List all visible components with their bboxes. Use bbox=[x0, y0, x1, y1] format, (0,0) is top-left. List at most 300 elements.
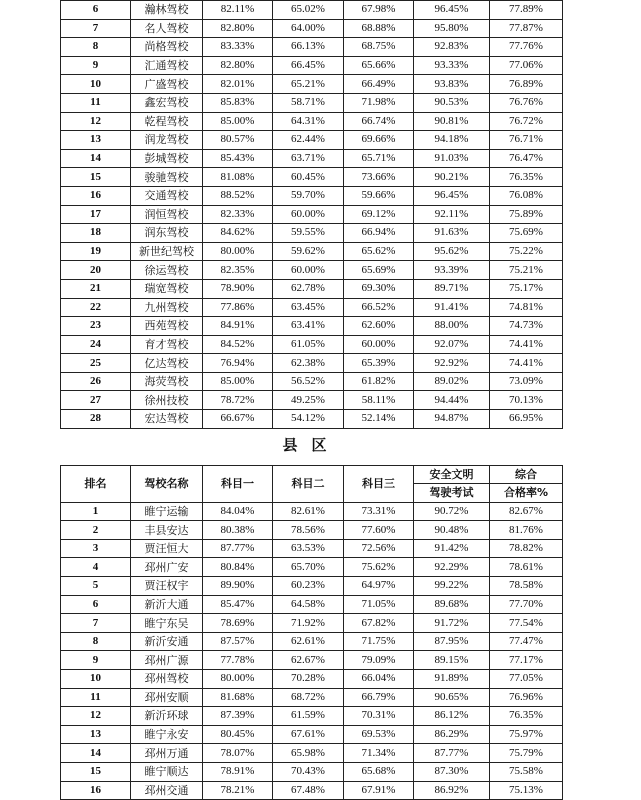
subject-3-cell: 66.49% bbox=[344, 75, 414, 94]
table-row bbox=[61, 707, 563, 726]
rank-cell: 6 bbox=[61, 1, 131, 20]
subject-3-cell: 68.75% bbox=[344, 38, 414, 57]
subject-1-cell: 84.91% bbox=[203, 317, 273, 336]
subject-2-cell: 66.45% bbox=[273, 56, 344, 75]
rank-cell: 24 bbox=[61, 335, 131, 354]
table-row bbox=[61, 539, 563, 558]
subject-1-cell: 84.62% bbox=[203, 224, 273, 243]
subject-1-cell: 80.45% bbox=[203, 725, 273, 744]
subject-3-cell: 66.79% bbox=[344, 688, 414, 707]
safety-exam-cell: 91.72% bbox=[414, 614, 490, 633]
rank-cell: 4 bbox=[61, 558, 131, 577]
table-row bbox=[61, 224, 563, 243]
table-row bbox=[61, 38, 563, 57]
school-name-cell: 乾程驾校 bbox=[131, 112, 203, 131]
total-rate-cell: 70.13% bbox=[490, 391, 563, 410]
subject-1-cell: 78.91% bbox=[203, 762, 273, 781]
subject-1-cell: 82.33% bbox=[203, 205, 273, 224]
subject-2-cell: 61.59% bbox=[273, 707, 344, 726]
header-safety bbox=[414, 465, 490, 502]
school-name-cell: 润龙驾校 bbox=[131, 131, 203, 150]
subject-1-cell: 82.11% bbox=[203, 1, 273, 20]
subject-1-cell: 85.00% bbox=[203, 112, 273, 131]
safety-exam-cell: 93.83% bbox=[414, 75, 490, 94]
subject-1-cell: 80.84% bbox=[203, 558, 273, 577]
rank-cell: 14 bbox=[61, 149, 131, 168]
subject-3-cell: 72.56% bbox=[344, 539, 414, 558]
safety-exam-cell: 94.87% bbox=[414, 410, 490, 429]
school-name-cell: 邳州广源 bbox=[131, 651, 203, 670]
subject-1-cell: 83.33% bbox=[203, 38, 273, 57]
total-rate-cell: 77.05% bbox=[490, 670, 563, 689]
subject-3-cell: 69.66% bbox=[344, 131, 414, 150]
school-name-cell: 新世纪驾校 bbox=[131, 242, 203, 261]
header-row bbox=[61, 465, 563, 502]
rank-cell: 16 bbox=[61, 781, 131, 800]
subject-1-cell: 82.35% bbox=[203, 261, 273, 280]
total-rate-cell: 76.72% bbox=[490, 112, 563, 131]
subject-1-cell: 78.69% bbox=[203, 614, 273, 633]
rank-cell: 11 bbox=[61, 93, 131, 112]
city-rows bbox=[61, 1, 563, 429]
subject-3-cell: 75.62% bbox=[344, 558, 414, 577]
subject-1-cell: 89.90% bbox=[203, 577, 273, 596]
subject-2-cell: 63.53% bbox=[273, 539, 344, 558]
subject-1-cell: 80.57% bbox=[203, 131, 273, 150]
rank-cell: 21 bbox=[61, 279, 131, 298]
total-rate-cell: 76.96% bbox=[490, 688, 563, 707]
subject-2-cell: 59.55% bbox=[273, 224, 344, 243]
subject-3-cell: 79.09% bbox=[344, 651, 414, 670]
safety-exam-cell: 91.63% bbox=[414, 224, 490, 243]
section-title: 县区 bbox=[61, 428, 563, 465]
subject-1-cell: 85.83% bbox=[203, 93, 273, 112]
school-name-cell: 睢宁顺达 bbox=[131, 762, 203, 781]
total-rate-cell: 77.89% bbox=[490, 1, 563, 20]
table-row bbox=[61, 205, 563, 224]
rank-cell: 9 bbox=[61, 56, 131, 75]
table-row bbox=[61, 149, 563, 168]
subject-3-cell: 70.31% bbox=[344, 707, 414, 726]
header-subject-2: 科目二 bbox=[273, 465, 344, 502]
table-row bbox=[61, 521, 563, 540]
subject-3-cell: 52.14% bbox=[344, 410, 414, 429]
total-rate-cell: 75.13% bbox=[490, 781, 563, 800]
school-name-cell: 西苑驾校 bbox=[131, 317, 203, 336]
total-rate-cell: 76.71% bbox=[490, 131, 563, 150]
total-rate-cell: 77.87% bbox=[490, 19, 563, 38]
rank-cell: 12 bbox=[61, 707, 131, 726]
subject-3-cell: 65.66% bbox=[344, 56, 414, 75]
school-name-cell: 尚格驾校 bbox=[131, 38, 203, 57]
total-rate-cell: 77.54% bbox=[490, 614, 563, 633]
subject-3-cell: 66.94% bbox=[344, 224, 414, 243]
safety-exam-cell: 87.95% bbox=[414, 632, 490, 651]
header-total bbox=[490, 465, 563, 502]
subject-2-cell: 67.48% bbox=[273, 781, 344, 800]
school-name-cell: 汇通驾校 bbox=[131, 56, 203, 75]
safety-exam-cell: 91.41% bbox=[414, 298, 490, 317]
subject-3-cell: 66.74% bbox=[344, 112, 414, 131]
total-rate-cell: 76.35% bbox=[490, 168, 563, 187]
rank-cell: 17 bbox=[61, 205, 131, 224]
rank-cell: 2 bbox=[61, 521, 131, 540]
subject-2-cell: 64.31% bbox=[273, 112, 344, 131]
rank-cell: 18 bbox=[61, 224, 131, 243]
subject-2-cell: 60.00% bbox=[273, 261, 344, 280]
subject-3-cell: 65.68% bbox=[344, 762, 414, 781]
safety-exam-cell: 96.45% bbox=[414, 1, 490, 20]
safety-exam-cell: 93.33% bbox=[414, 56, 490, 75]
rank-cell: 8 bbox=[61, 632, 131, 651]
subject-3-cell: 58.11% bbox=[344, 391, 414, 410]
safety-exam-cell: 92.92% bbox=[414, 354, 490, 373]
rank-cell: 7 bbox=[61, 614, 131, 633]
subject-1-cell: 76.94% bbox=[203, 354, 273, 373]
total-rate-cell: 73.09% bbox=[490, 372, 563, 391]
subject-1-cell: 87.57% bbox=[203, 632, 273, 651]
rank-cell: 6 bbox=[61, 595, 131, 614]
subject-1-cell: 82.01% bbox=[203, 75, 273, 94]
safety-exam-cell: 99.22% bbox=[414, 577, 490, 596]
rank-cell: 10 bbox=[61, 75, 131, 94]
subject-3-cell: 69.12% bbox=[344, 205, 414, 224]
subject-3-cell: 66.52% bbox=[344, 298, 414, 317]
subject-3-cell: 67.82% bbox=[344, 614, 414, 633]
table-row bbox=[61, 762, 563, 781]
subject-3-cell: 67.98% bbox=[344, 1, 414, 20]
table-row bbox=[61, 651, 563, 670]
school-name-cell: 瀚林驾校 bbox=[131, 1, 203, 20]
rank-cell: 13 bbox=[61, 131, 131, 150]
subject-3-cell: 69.30% bbox=[344, 279, 414, 298]
total-rate-cell: 75.58% bbox=[490, 762, 563, 781]
school-name-cell: 九州驾校 bbox=[131, 298, 203, 317]
school-name-cell: 邳州万通 bbox=[131, 744, 203, 763]
subject-2-cell: 62.67% bbox=[273, 651, 344, 670]
table-row bbox=[61, 93, 563, 112]
school-name-cell: 新沂环球 bbox=[131, 707, 203, 726]
subject-3-cell: 59.66% bbox=[344, 186, 414, 205]
table-row bbox=[61, 317, 563, 336]
safety-exam-cell: 92.07% bbox=[414, 335, 490, 354]
total-rate-cell: 77.17% bbox=[490, 651, 563, 670]
safety-exam-cell: 94.44% bbox=[414, 391, 490, 410]
safety-exam-cell: 90.81% bbox=[414, 112, 490, 131]
rank-cell: 15 bbox=[61, 762, 131, 781]
subject-1-cell: 85.00% bbox=[203, 372, 273, 391]
safety-exam-cell: 87.30% bbox=[414, 762, 490, 781]
rank-cell: 8 bbox=[61, 38, 131, 57]
safety-exam-cell: 91.42% bbox=[414, 539, 490, 558]
subject-2-cell: 64.00% bbox=[273, 19, 344, 38]
total-rate-cell: 74.81% bbox=[490, 298, 563, 317]
school-name-cell: 邳州广安 bbox=[131, 558, 203, 577]
subject-2-cell: 58.71% bbox=[273, 93, 344, 112]
subject-2-cell: 63.41% bbox=[273, 317, 344, 336]
total-rate-cell: 75.17% bbox=[490, 279, 563, 298]
total-rate-cell: 76.89% bbox=[490, 75, 563, 94]
school-name-cell: 邳州安顺 bbox=[131, 688, 203, 707]
safety-exam-cell: 88.00% bbox=[414, 317, 490, 336]
header-subject-3: 科目三 bbox=[344, 465, 414, 502]
subject-2-cell: 71.92% bbox=[273, 614, 344, 633]
subject-3-cell: 60.00% bbox=[344, 335, 414, 354]
subject-3-cell: 64.97% bbox=[344, 577, 414, 596]
school-name-cell: 骏驰驾校 bbox=[131, 168, 203, 187]
header-name: 驾校名称 bbox=[131, 465, 203, 502]
subject-1-cell: 80.38% bbox=[203, 521, 273, 540]
safety-exam-cell: 95.80% bbox=[414, 19, 490, 38]
safety-exam-cell: 92.29% bbox=[414, 558, 490, 577]
safety-exam-cell: 95.62% bbox=[414, 242, 490, 261]
header-rank: 排名 bbox=[61, 465, 131, 502]
rank-cell: 20 bbox=[61, 261, 131, 280]
rank-cell: 14 bbox=[61, 744, 131, 763]
safety-exam-cell: 94.18% bbox=[414, 131, 490, 150]
table-row bbox=[61, 410, 563, 429]
school-name-cell: 广盛驾校 bbox=[131, 75, 203, 94]
subject-1-cell: 80.00% bbox=[203, 242, 273, 261]
school-name-cell: 鑫宏驾校 bbox=[131, 93, 203, 112]
rank-cell: 5 bbox=[61, 577, 131, 596]
subject-3-cell: 71.34% bbox=[344, 744, 414, 763]
subject-1-cell: 81.68% bbox=[203, 688, 273, 707]
rank-cell: 3 bbox=[61, 539, 131, 558]
rank-cell: 16 bbox=[61, 186, 131, 205]
total-rate-cell: 66.95% bbox=[490, 410, 563, 429]
total-rate-cell: 76.35% bbox=[490, 707, 563, 726]
safety-exam-cell: 89.02% bbox=[414, 372, 490, 391]
table-row bbox=[61, 112, 563, 131]
subject-3-cell: 71.75% bbox=[344, 632, 414, 651]
table-row bbox=[61, 781, 563, 800]
rank-cell: 15 bbox=[61, 168, 131, 187]
table-row bbox=[61, 19, 563, 38]
school-name-cell: 新沂安通 bbox=[131, 632, 203, 651]
safety-exam-cell: 89.71% bbox=[414, 279, 490, 298]
subject-1-cell: 88.52% bbox=[203, 186, 273, 205]
subject-3-cell: 71.98% bbox=[344, 93, 414, 112]
school-name-cell: 邳州交通 bbox=[131, 781, 203, 800]
total-rate-cell: 78.58% bbox=[490, 577, 563, 596]
subject-3-cell: 67.91% bbox=[344, 781, 414, 800]
total-rate-cell: 75.21% bbox=[490, 261, 563, 280]
total-rate-cell: 74.41% bbox=[490, 354, 563, 373]
table-row bbox=[61, 1, 563, 20]
subject-2-cell: 67.61% bbox=[273, 725, 344, 744]
subject-2-cell: 59.70% bbox=[273, 186, 344, 205]
school-name-cell: 睢宁永安 bbox=[131, 725, 203, 744]
school-name-cell: 润东驾校 bbox=[131, 224, 203, 243]
rank-cell: 23 bbox=[61, 317, 131, 336]
subject-2-cell: 56.52% bbox=[273, 372, 344, 391]
subject-1-cell: 87.39% bbox=[203, 707, 273, 726]
subject-3-cell: 71.05% bbox=[344, 595, 414, 614]
total-rate-cell: 76.47% bbox=[490, 149, 563, 168]
subject-2-cell: 63.45% bbox=[273, 298, 344, 317]
school-name-cell: 徐运驾校 bbox=[131, 261, 203, 280]
header-subject-1: 科目一 bbox=[203, 465, 273, 502]
subject-1-cell: 84.52% bbox=[203, 335, 273, 354]
subject-3-cell: 65.62% bbox=[344, 242, 414, 261]
rank-cell: 26 bbox=[61, 372, 131, 391]
total-rate-cell: 78.61% bbox=[490, 558, 563, 577]
safety-exam-cell: 86.29% bbox=[414, 725, 490, 744]
subject-2-cell: 66.13% bbox=[273, 38, 344, 57]
table-row bbox=[61, 688, 563, 707]
subject-2-cell: 62.61% bbox=[273, 632, 344, 651]
safety-exam-cell: 93.39% bbox=[414, 261, 490, 280]
school-name-cell: 新沂大通 bbox=[131, 595, 203, 614]
subject-2-cell: 65.98% bbox=[273, 744, 344, 763]
subject-1-cell: 78.07% bbox=[203, 744, 273, 763]
rank-cell: 10 bbox=[61, 670, 131, 689]
rank-cell: 27 bbox=[61, 391, 131, 410]
header-safety-bottom: 驾驶考试 bbox=[429, 486, 474, 500]
school-name-cell: 亿达驾校 bbox=[131, 354, 203, 373]
subject-2-cell: 61.05% bbox=[273, 335, 344, 354]
subject-2-cell: 62.78% bbox=[273, 279, 344, 298]
rank-cell: 11 bbox=[61, 688, 131, 707]
total-rate-cell: 78.82% bbox=[490, 539, 563, 558]
table-row bbox=[61, 261, 563, 280]
total-rate-cell: 75.79% bbox=[490, 744, 563, 763]
total-rate-cell: 75.89% bbox=[490, 205, 563, 224]
subject-2-cell: 82.61% bbox=[273, 502, 344, 521]
subject-2-cell: 65.70% bbox=[273, 558, 344, 577]
safety-exam-cell: 90.65% bbox=[414, 688, 490, 707]
safety-exam-cell: 89.68% bbox=[414, 595, 490, 614]
subject-3-cell: 68.88% bbox=[344, 19, 414, 38]
total-rate-cell: 76.08% bbox=[490, 186, 563, 205]
safety-exam-cell: 87.77% bbox=[414, 744, 490, 763]
school-name-cell: 瑞宽驾校 bbox=[131, 279, 203, 298]
subject-2-cell: 59.62% bbox=[273, 242, 344, 261]
subject-1-cell: 77.86% bbox=[203, 298, 273, 317]
total-rate-cell: 75.22% bbox=[490, 242, 563, 261]
school-name-cell: 贾汪恒大 bbox=[131, 539, 203, 558]
total-rate-cell: 76.76% bbox=[490, 93, 563, 112]
subject-3-cell: 65.71% bbox=[344, 149, 414, 168]
subject-1-cell: 85.47% bbox=[203, 595, 273, 614]
safety-exam-cell: 86.12% bbox=[414, 707, 490, 726]
school-name-cell: 交通驾校 bbox=[131, 186, 203, 205]
subject-2-cell: 62.44% bbox=[273, 131, 344, 150]
school-name-cell: 贾汪权宇 bbox=[131, 577, 203, 596]
table-row bbox=[61, 595, 563, 614]
county-rows bbox=[61, 502, 563, 800]
county-section bbox=[61, 428, 563, 502]
total-rate-cell: 82.67% bbox=[490, 502, 563, 521]
subject-3-cell: 77.60% bbox=[344, 521, 414, 540]
rank-cell: 19 bbox=[61, 242, 131, 261]
subject-1-cell: 81.08% bbox=[203, 168, 273, 187]
total-rate-cell: 75.69% bbox=[490, 224, 563, 243]
subject-2-cell: 63.71% bbox=[273, 149, 344, 168]
subject-2-cell: 65.21% bbox=[273, 75, 344, 94]
table-row bbox=[61, 725, 563, 744]
table-row bbox=[61, 502, 563, 521]
rank-cell: 9 bbox=[61, 651, 131, 670]
subject-1-cell: 77.78% bbox=[203, 651, 273, 670]
safety-exam-cell: 96.45% bbox=[414, 186, 490, 205]
school-name-cell: 徐州技校 bbox=[131, 391, 203, 410]
rank-cell: 28 bbox=[61, 410, 131, 429]
subject-2-cell: 78.56% bbox=[273, 521, 344, 540]
rank-cell: 25 bbox=[61, 354, 131, 373]
subject-1-cell: 82.80% bbox=[203, 56, 273, 75]
rank-cell: 7 bbox=[61, 19, 131, 38]
subject-3-cell: 66.04% bbox=[344, 670, 414, 689]
rank-cell: 12 bbox=[61, 112, 131, 131]
safety-exam-cell: 86.92% bbox=[414, 781, 490, 800]
total-rate-cell: 77.76% bbox=[490, 38, 563, 57]
table-row bbox=[61, 298, 563, 317]
table-row bbox=[61, 372, 563, 391]
header-total-top: 综合 bbox=[490, 466, 562, 484]
subject-1-cell: 78.21% bbox=[203, 781, 273, 800]
subject-1-cell: 78.72% bbox=[203, 391, 273, 410]
subject-3-cell: 61.82% bbox=[344, 372, 414, 391]
school-name-cell: 邳州驾校 bbox=[131, 670, 203, 689]
subject-1-cell: 85.43% bbox=[203, 149, 273, 168]
safety-exam-cell: 92.83% bbox=[414, 38, 490, 57]
subject-3-cell: 62.60% bbox=[344, 317, 414, 336]
table-row bbox=[61, 614, 563, 633]
total-rate-cell: 74.73% bbox=[490, 317, 563, 336]
subject-3-cell: 65.39% bbox=[344, 354, 414, 373]
table-row bbox=[61, 354, 563, 373]
subject-2-cell: 60.23% bbox=[273, 577, 344, 596]
subject-2-cell: 60.45% bbox=[273, 168, 344, 187]
table-row bbox=[61, 56, 563, 75]
subject-2-cell: 54.12% bbox=[273, 410, 344, 429]
results-sheet bbox=[60, 0, 562, 800]
subject-1-cell: 84.04% bbox=[203, 502, 273, 521]
table-row bbox=[61, 744, 563, 763]
school-name-cell: 海荧驾校 bbox=[131, 372, 203, 391]
table-row bbox=[61, 558, 563, 577]
school-name-cell: 育才驾校 bbox=[131, 335, 203, 354]
safety-exam-cell: 90.48% bbox=[414, 521, 490, 540]
safety-exam-cell: 90.21% bbox=[414, 168, 490, 187]
table-row bbox=[61, 632, 563, 651]
safety-exam-cell: 91.89% bbox=[414, 670, 490, 689]
subject-3-cell: 69.53% bbox=[344, 725, 414, 744]
header-safety-top: 安全文明 bbox=[414, 466, 489, 484]
table-row bbox=[61, 131, 563, 150]
safety-exam-cell: 92.11% bbox=[414, 205, 490, 224]
subject-3-cell: 65.69% bbox=[344, 261, 414, 280]
total-rate-cell: 77.47% bbox=[490, 632, 563, 651]
school-name-cell: 睢宁东吴 bbox=[131, 614, 203, 633]
table-row bbox=[61, 577, 563, 596]
subject-1-cell: 87.77% bbox=[203, 539, 273, 558]
table-row bbox=[61, 242, 563, 261]
subject-2-cell: 68.72% bbox=[273, 688, 344, 707]
total-rate-cell: 74.41% bbox=[490, 335, 563, 354]
header-total-bottom: 合格率% bbox=[503, 486, 549, 500]
subject-2-cell: 60.00% bbox=[273, 205, 344, 224]
subject-2-cell: 65.02% bbox=[273, 1, 344, 20]
rank-cell: 22 bbox=[61, 298, 131, 317]
school-name-cell: 润恒驾校 bbox=[131, 205, 203, 224]
subject-2-cell: 62.38% bbox=[273, 354, 344, 373]
rank-cell: 1 bbox=[61, 502, 131, 521]
school-name-cell: 睢宁运输 bbox=[131, 502, 203, 521]
subject-1-cell: 82.80% bbox=[203, 19, 273, 38]
